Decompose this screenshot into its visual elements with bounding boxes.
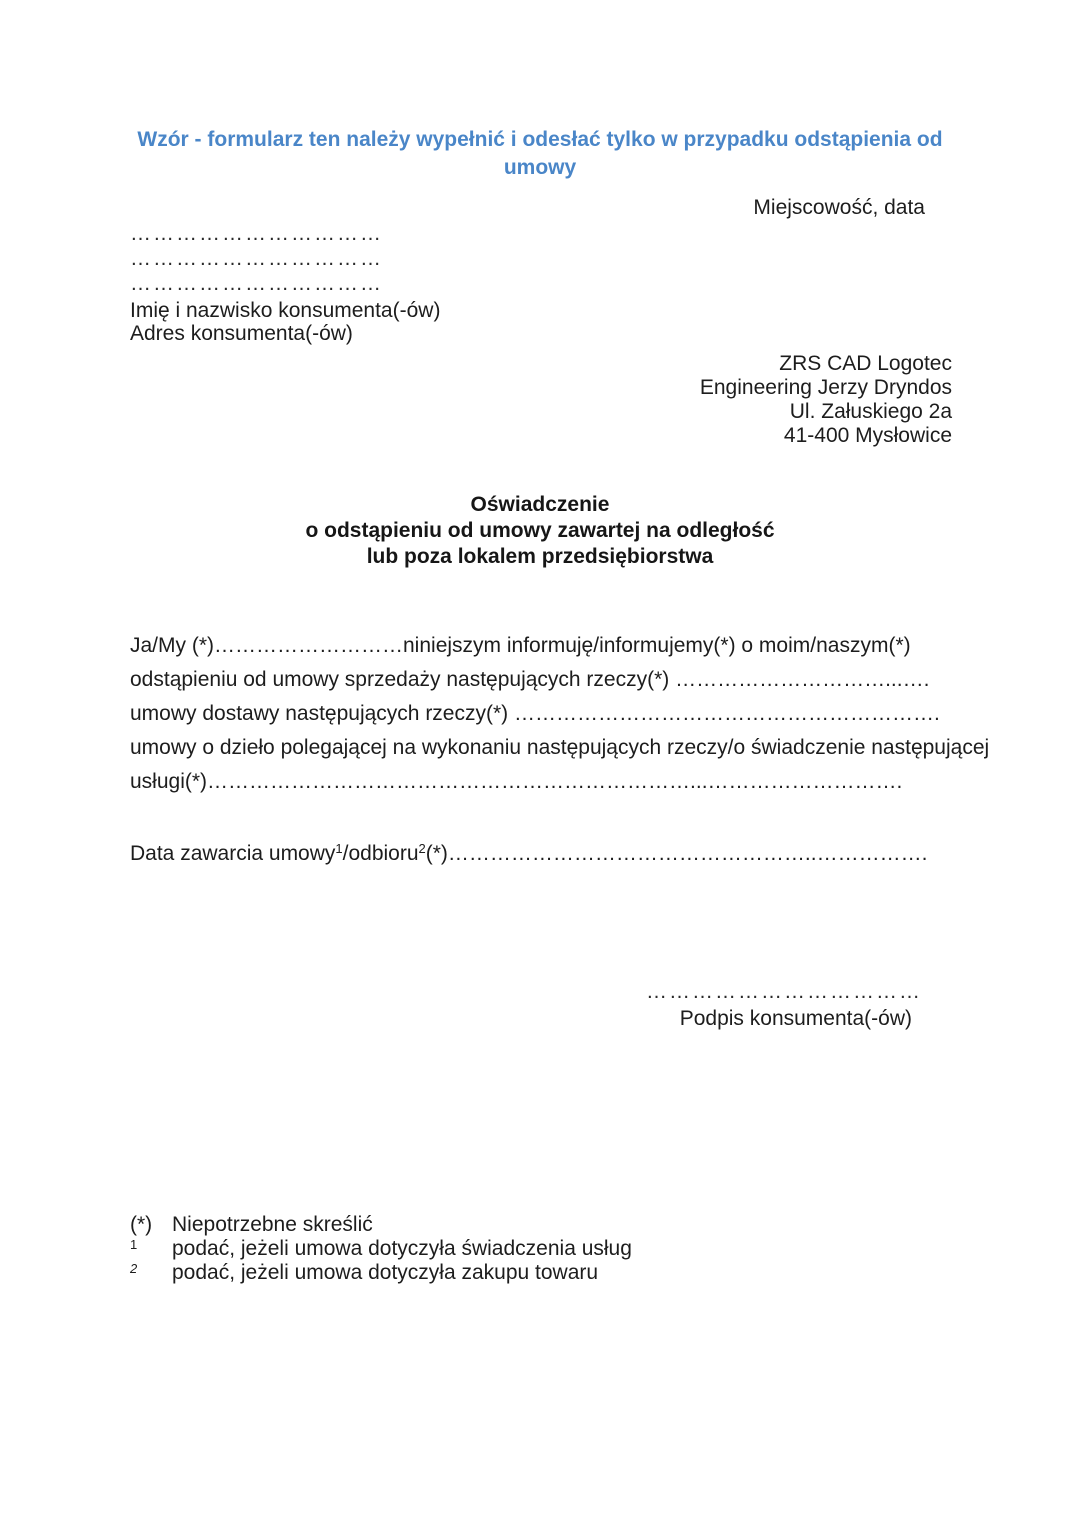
statement-body bbox=[130, 629, 990, 799]
statement-body-line4: umowy o dzieło polegającej na wykonaniu następujących rzeczy/o świadczenie następującej bbox=[130, 736, 990, 759]
statement-heading bbox=[130, 492, 950, 570]
company-city: 41-400 Mysłowice bbox=[783, 424, 952, 447]
footnote-ref-1: 1 bbox=[335, 841, 343, 856]
company-name-line1: ZRS CAD Logotec bbox=[779, 352, 952, 375]
statement-body-line1: Ja/My (*)………………………niniejszym informuję/informujemy(*) o moim/naszym(*) bbox=[130, 634, 911, 657]
statement-body-line2: odstąpieniu od umowy sprzedaży następujących rzeczy(*) …………………………...…. bbox=[130, 668, 930, 691]
footnote-1-marker: 1 bbox=[130, 1237, 138, 1252]
consumer-fill-line-2: …………………………… bbox=[130, 247, 383, 270]
footnote-star-text: Niepotrzebne skreślić bbox=[172, 1213, 373, 1236]
statement-body-line5: usługi(*)……………………………………………………………...………………………. bbox=[130, 770, 903, 793]
statement-heading-line2: o odstąpieniu od umowy zawartej na odległość bbox=[305, 519, 775, 542]
consumer-address-label: Adres konsumenta(-ów) bbox=[130, 322, 353, 345]
consumer-fill-line-3: …………………………… bbox=[130, 272, 383, 295]
statement-heading-line1: Oświadczenie bbox=[470, 493, 610, 516]
consumer-fill-line-1: …………………………… bbox=[130, 222, 383, 245]
company-street: Ul. Załuskiego 2a bbox=[789, 400, 952, 423]
consumer-name-label: Imię i nazwisko konsumenta(-ów) bbox=[130, 299, 441, 322]
contract-date-text: Data zawarcia umowy bbox=[130, 842, 336, 865]
statement-heading-line3: lub poza lokalem przedsiębiorstwa bbox=[366, 545, 714, 568]
document-title bbox=[130, 126, 950, 182]
footnote-2-marker: 2 bbox=[130, 1261, 138, 1276]
contract-date-fill: (*)……………………………………………..……………. bbox=[425, 842, 928, 865]
footnote-1-text: podać, jeżeli umowa dotyczyła świadczenia usług bbox=[172, 1237, 632, 1260]
company-address-block bbox=[130, 352, 952, 448]
footnote-ref-2: 2 bbox=[418, 841, 426, 856]
footnote-1 bbox=[130, 1237, 830, 1261]
document-title-line1: Wzór - formularz ten należy wypełnić i odesłać tylko w przypadku odstąpienia od bbox=[137, 128, 943, 151]
signature-fill-line: ……………………………… bbox=[646, 980, 922, 1003]
signature-label: Podpis konsumenta(-ów) bbox=[679, 1007, 912, 1030]
contract-date-line bbox=[130, 840, 960, 868]
consumer-block bbox=[130, 221, 590, 345]
contract-date-text-mid: /odbioru bbox=[342, 842, 419, 865]
footnotes-block bbox=[130, 1213, 830, 1285]
footnote-2-text: podać, jeżeli umowa dotyczyła zakupu towaru bbox=[172, 1261, 599, 1284]
place-date-label: Miejscowość, data bbox=[753, 196, 925, 219]
footnote-star bbox=[130, 1213, 830, 1237]
footnote-star-marker: (*) bbox=[130, 1213, 153, 1236]
signature-block bbox=[130, 980, 922, 1032]
company-name-line2: Engineering Jerzy Dryndos bbox=[699, 376, 952, 399]
statement-body-line3: umowy dostawy następujących rzeczy(*) ……………………………………………………. bbox=[130, 702, 940, 725]
footnote-2 bbox=[130, 1261, 830, 1285]
document-title-line2: umowy bbox=[503, 156, 577, 179]
